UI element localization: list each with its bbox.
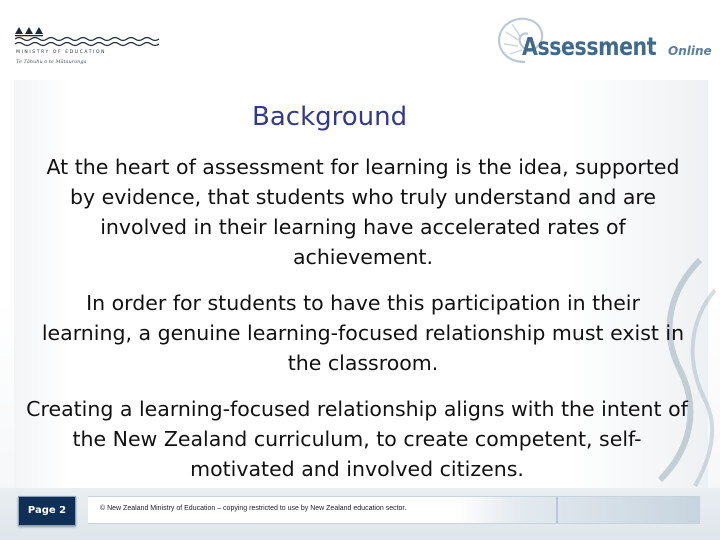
slide-title: Background: [252, 102, 408, 132]
ministry-of-education-logo: [12, 24, 162, 68]
paragraph-3: [4, 394, 710, 484]
paragraph-2: [20, 288, 706, 378]
ministry-subtitle: Te Tāhuhu o te Mātauranga: [16, 59, 87, 65]
paragraph-1: [20, 152, 706, 272]
page-number-label: Page 2: [27, 505, 67, 516]
page-number-badge: [18, 496, 76, 526]
copyright-notice: © New Zealand Ministry of Education – copying restricted to use by New Zealand education sector.: [100, 505, 407, 512]
ministry-emblem-icon: [12, 24, 162, 50]
assessment-online-logo: [480, 10, 710, 72]
paragraph-1-text: At the heart of assessment for learning is the idea, supported by evidence, that students who truly understand and are involved in their learning have accelerated rates of achievement.: [46, 155, 680, 269]
paragraph-3-text: Creating a learning-focused relationship aligns with the intent of the New Zealand curriculum, to create competent, self-motivated and involved citizens.: [26, 397, 688, 481]
ministry-name: MINISTRY OF EDUCATION: [16, 50, 107, 55]
assessment-online-wordmark: [522, 32, 712, 61]
header: [0, 0, 720, 80]
paragraph-2-text: In order for students to have this participation in their learning, a genuine learning-focused relationship must exist in the classroom.: [41, 291, 685, 375]
footer: [0, 488, 720, 540]
footer-divider: [556, 497, 558, 523]
footer-bar: [88, 496, 700, 524]
assessment-wordmark: Assessment: [522, 32, 657, 61]
online-wordmark: Online: [668, 44, 712, 58]
